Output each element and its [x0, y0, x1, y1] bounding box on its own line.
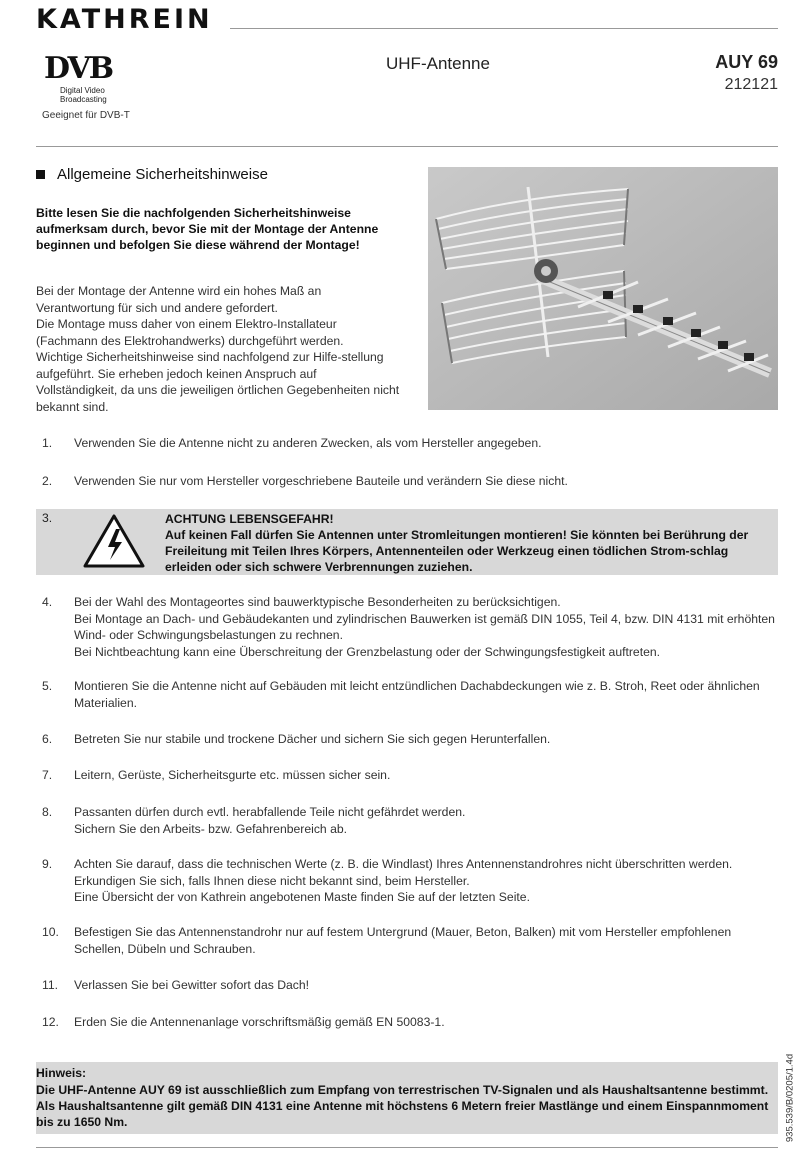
item-number: 8. [42, 805, 53, 819]
warning-body: Auf keinen Fall dürfen Sie Antennen unter Stromleitungen montieren! Sie könnten bei Berührung der Freileitung mit Teilen Ihres Körpers, Antennenteilen oder Werkzeug einen tödlichen Strom-schlag erleiden oder sich schwere Verbrennungen zuziehen. [165, 528, 749, 574]
list-item [36, 924, 778, 957]
item-number: 10. [42, 925, 59, 939]
list-item [36, 731, 778, 748]
item-text: Achten Sie darauf, dass die technischen Werte (z. B. die Windlast) Ihres Antennenstandrohres nicht überschritten werden. Erkundigen Sie sich, falls Ihnen diese nicht bekannt sind, beim Hersteller. Eine Übersicht der von Kathrein angebotenen Maste finden Sie auf der letzten Seite. [74, 857, 733, 904]
intro-bold-paragraph: Bitte lesen Sie die nachfolgenden Sicherheitshinweise aufmerksam durch, bevor Sie mit der Montage der Antenne beginnen und befolgen Sie diese während der Montage! [36, 206, 379, 252]
list-item [36, 435, 778, 452]
dvb-subtitle-line: Broadcasting [60, 95, 107, 104]
item-number: 12. [42, 1015, 59, 1029]
item-number: 7. [42, 768, 53, 782]
model-number: AUY 69 [715, 52, 778, 72]
list-item [36, 856, 778, 906]
divider [36, 146, 778, 147]
product-title: UHF-Antenne [386, 54, 490, 73]
suitability-note: Geeignet für DVB-T [42, 110, 130, 121]
antenna-photo [428, 167, 778, 410]
section-title: Allgemeine Sicherheitshinweise [57, 166, 268, 183]
document-code [780, 1048, 800, 1148]
item-number: 11. [42, 978, 59, 992]
item-text: Leitern, Gerüste, Sicherheitsgurte etc. müssen sicher sein. [74, 768, 391, 782]
section-heading [36, 166, 268, 183]
item-number: 2. [42, 474, 53, 488]
item-text: Verwenden Sie nur vom Hersteller vorgeschriebene Bauteile und verändern Sie diese nicht. [74, 474, 568, 488]
item-text: Betreten Sie nur stabile und trockene Dächer und sichern Sie sich gegen Herunterfallen. [74, 732, 551, 746]
antenna-illustration [428, 167, 778, 410]
hint-title: Hinweis: [36, 1066, 87, 1080]
item-text: Befestigen Sie das Antennenstandrohr nur auf festem Untergrund (Mauer, Beton, Balken) mit vom Hersteller empfohlenen Schellen, Dübeln und Schrauben. [74, 925, 732, 956]
item-text: Verlassen Sie bei Gewitter sofort das Dach! [74, 978, 310, 992]
header-rule [230, 28, 778, 29]
hint-text: Die UHF-Antenne AUY 69 ist ausschließlich zum Empfang von terrestrischen TV-Signalen und als Haushaltsantenne bestimmt. Als Haushaltsantenne gilt gemäß DIN 4131 eine Antenne mit höchstens 6 Metern freier Mastlänge und einem Einspannmoment bis zu 1650 Nm. [36, 1083, 769, 1129]
item-text: Erden Sie die Antennenanlage vorschriftsmäßig gemäß EN 50083-1. [74, 1015, 445, 1029]
warning-title: ACHTUNG LEBENSGEFAHR! [165, 512, 334, 526]
item-text: Montieren Sie die Antenne nicht auf Gebäuden mit leicht entzündlichen Dachabdeckungen wie z. B. Stroh, Reet oder ähnlichen Materialien. [74, 679, 760, 710]
item-number: 9. [42, 857, 53, 871]
dvb-logo [44, 51, 124, 104]
list-item [36, 594, 778, 660]
high-voltage-warning-icon [82, 513, 146, 569]
dvb-logo-mark: DVB [44, 51, 113, 86]
list-item [36, 767, 778, 784]
brand-logo: KATHREIN [36, 4, 213, 35]
item-text: Bei der Wahl des Montageortes sind bauwerktypische Besonderheiten zu berücksichtigen. Bei Montage an Dach- und Gebäudekanten und zylindrischen Bauwerken ist gemäß DIN 1055, Teil 4, bzw. DIN 4131 mit erhöhten Wind- oder Schwingungsbelastungen zu rechnen. Bei Nichtbeachtung kann eine Überschreitung der Grenzbelastung oder der Schwingungsfestigkeit auftreten. [74, 595, 775, 659]
danger-warning-box [36, 509, 778, 575]
list-item [36, 1014, 778, 1031]
footer-rule [36, 1147, 778, 1148]
dvb-subtitle-line: Digital Video [60, 86, 105, 95]
item-number: 4. [42, 595, 53, 609]
item-number: 5. [42, 679, 53, 693]
warning-text [165, 511, 771, 575]
bullet-square-icon [36, 170, 45, 179]
item-text: Passanten dürfen durch evtl. herabfallende Teile nicht gefährdet werden. Sichern Sie den Arbeits- bzw. Gefahrenbereich ab. [74, 805, 466, 836]
item-text: Verwenden Sie die Antenne nicht zu anderen Zwecken, als vom Hersteller angegeben. [74, 436, 542, 450]
article-number: 212121 [724, 76, 778, 93]
list-item [36, 473, 778, 490]
intro-paragraph: Bei der Montage der Antenne wird ein hohes Maß an Verantwortung für sich und andere gefordert. Die Montage muss daher von einem Elektro-Installateur (Fachmann des Elektrohandwerks) durchgeführt werden. Wichtige Sicherheitshinweise sind nachfolgend zur Hilfe-stellung aufgeführt. Sie erheben jedoch keinen Anspruch auf Vollständigkeit, da uns die jeweiligen örtlichen Gegebenheiten nicht bekannt sind. [36, 284, 400, 414]
hint-box [36, 1062, 778, 1134]
document-code-text: 935.539/B/0205/1.4d [784, 1053, 796, 1143]
item-number: 6. [42, 732, 53, 746]
list-item [36, 678, 778, 711]
item-number: 3. [42, 511, 53, 525]
dvb-logo-subtitle [60, 86, 124, 104]
list-item [36, 977, 778, 994]
item-number: 1. [42, 436, 53, 450]
list-item [36, 804, 778, 837]
